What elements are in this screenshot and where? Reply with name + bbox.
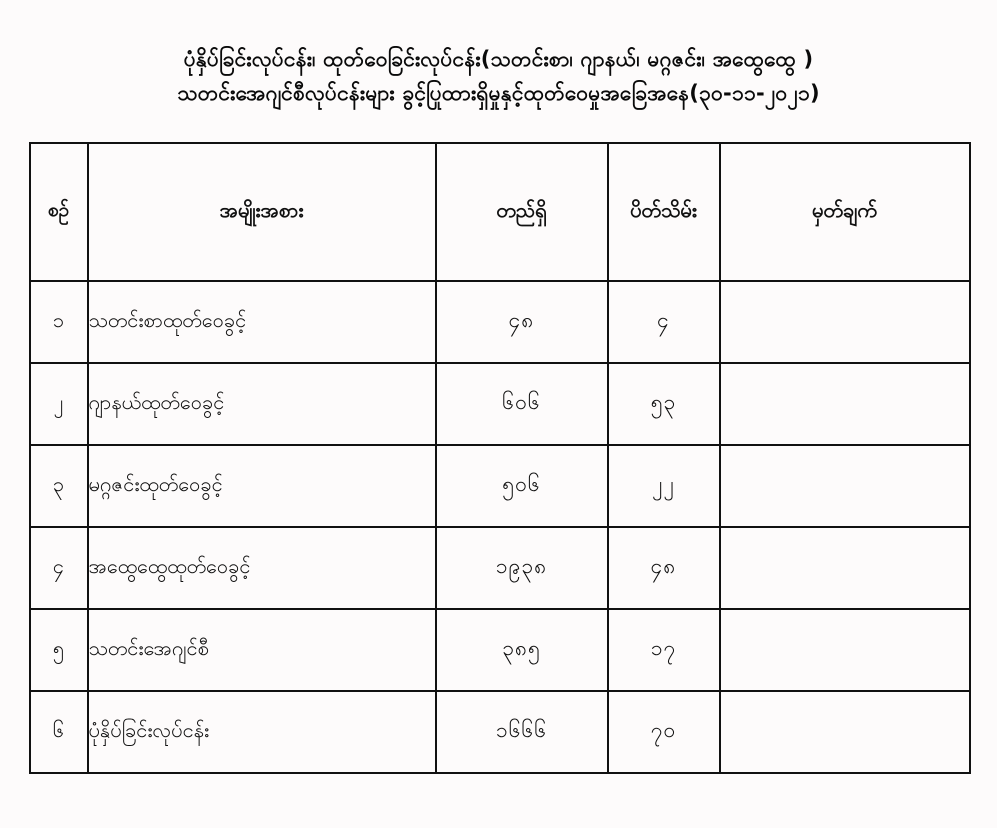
- column-header-closed: ပိတ်သိမ်း: [608, 143, 720, 281]
- row-no: ၅: [30, 609, 88, 691]
- table-container: [29, 142, 969, 774]
- table-header-row: [30, 143, 970, 281]
- column-header-remark: မှတ်ချက်: [720, 143, 970, 281]
- row-remark: [720, 363, 970, 445]
- row-existing: ၃၈၅: [436, 609, 608, 691]
- row-closed: ၇၀: [608, 691, 720, 773]
- column-header-existing: တည်ရှိ: [436, 143, 608, 281]
- row-closed: ၄၈: [608, 527, 720, 609]
- column-header-type: အမျိုးအစား: [88, 143, 436, 281]
- table-row: [30, 691, 970, 773]
- table-row: [30, 609, 970, 691]
- row-type: သတင်းစာထုတ်ဝေခွင့်: [88, 281, 436, 363]
- row-closed: ၅၃: [608, 363, 720, 445]
- row-closed: ၄: [608, 281, 720, 363]
- row-remark: [720, 527, 970, 609]
- row-no: ၆: [30, 691, 88, 773]
- row-type: မဂ္ဂဇင်းထုတ်ဝေခွင့်: [88, 445, 436, 527]
- row-remark: [720, 609, 970, 691]
- row-existing: ၄၈: [436, 281, 608, 363]
- document-title: [0, 0, 997, 110]
- row-existing: ၁၉၃၈: [436, 527, 608, 609]
- row-existing: ၅၀၆: [436, 445, 608, 527]
- row-closed: ၂၂: [608, 445, 720, 527]
- row-type: အထွေထွေထုတ်ဝေခွင့်: [88, 527, 436, 609]
- row-type: ပုံနှိပ်ခြင်းလုပ်ငန်း: [88, 691, 436, 773]
- row-existing: ၆၀၆: [436, 363, 608, 445]
- row-remark: [720, 445, 970, 527]
- table-row: [30, 281, 970, 363]
- table-header: [30, 143, 970, 281]
- publication-status-table: [29, 142, 971, 774]
- row-closed: ၁၇: [608, 609, 720, 691]
- row-existing: ၁၆၆၆: [436, 691, 608, 773]
- title-line-1: ပုံနှိပ်ခြင်းလုပ်ငန်း၊ ထုတ်ဝေခြင်းလုပ်ငန်း(သတင်းစာ၊ ဂျာနယ်၊ မဂ္ဂဇင်း၊ အထွေထွေ ): [183, 47, 814, 71]
- table-row: [30, 363, 970, 445]
- row-type: သတင်းအေဂျင်စီ: [88, 609, 436, 691]
- row-no: ၄: [30, 527, 88, 609]
- table-row: [30, 527, 970, 609]
- row-no: ၃: [30, 445, 88, 527]
- row-no: ၁: [30, 281, 88, 363]
- row-no: ၂: [30, 363, 88, 445]
- column-header-no: စဉ်: [30, 143, 88, 281]
- table-row: [30, 445, 970, 527]
- row-remark: [720, 691, 970, 773]
- row-remark: [720, 281, 970, 363]
- table-body: [30, 281, 970, 773]
- row-type: ဂျာနယ်ထုတ်ဝေခွင့်: [88, 363, 436, 445]
- title-line-2: သတင်းအေဂျင်စီလုပ်ငန်းများ ခွင့်ပြုထားရှိမှုနှင့်ထုတ်ဝေမှုအခြေအနေ(၃၀-၁၁-၂၀၂၁): [177, 81, 820, 105]
